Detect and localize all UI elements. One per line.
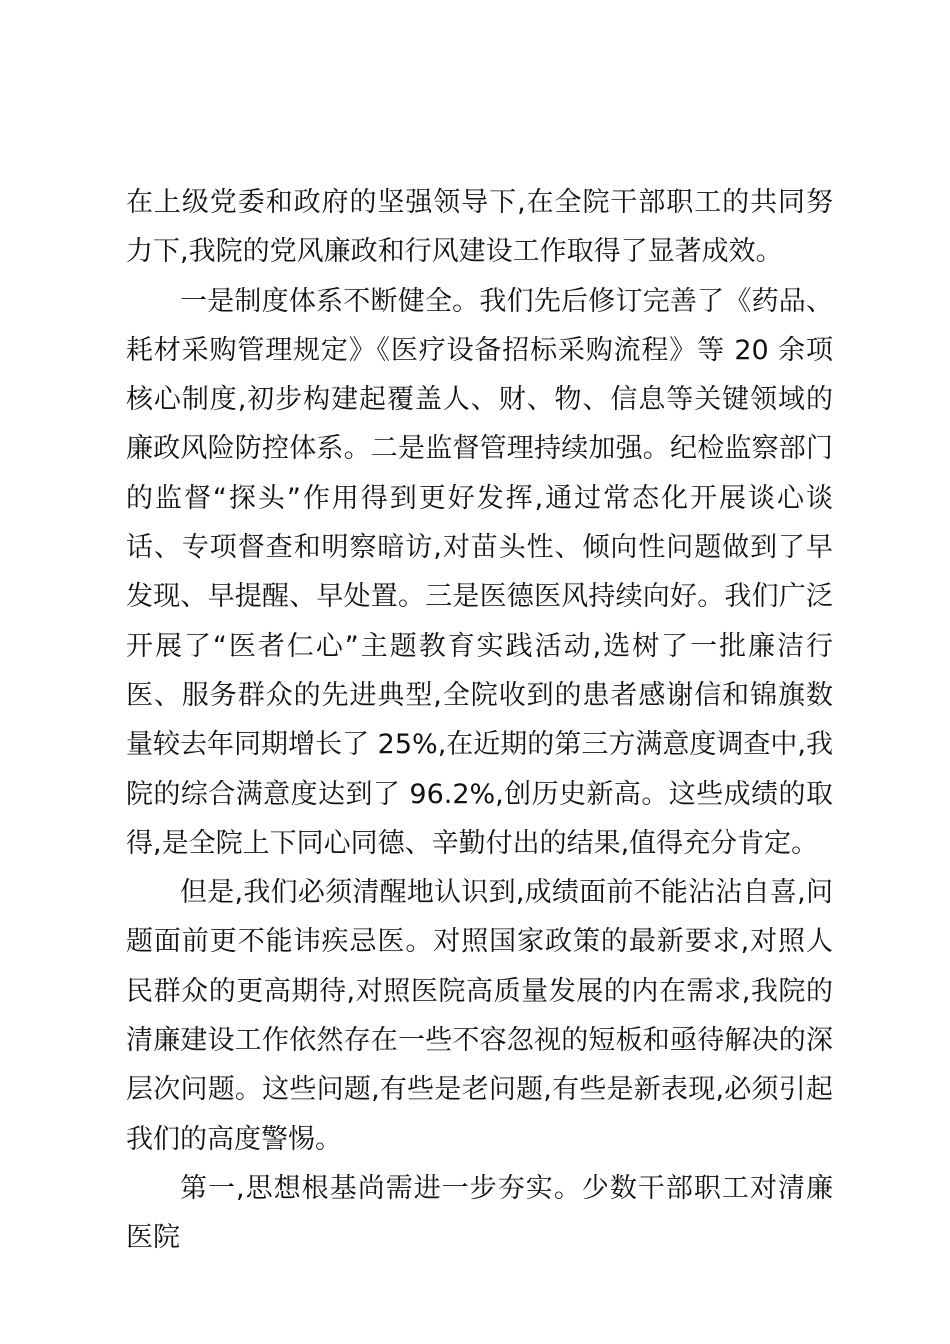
paragraph-achievements: 一是制度体系不断健全。我们先后修订完善了《药品、耗材采购管理规定》《医疗设备招标采购流程》等 20 余项核心制度,初步构建起覆盖人、财、物、信息等关键领域的廉政风险防控体系。二是监督管理持续加强。纪检监察部门的监督“探头”作用得到更好发挥,通过常态化开展谈心谈话、专项督查和明察暗访,对苗头性、倾向性问题做到了早发现、早提醒、早处置。三是医德医风持续向好。我们广泛开展了“医者仁心”主题教育实践活动,选树了一批廉洁行医、服务群众的先进典型,全院收到的患者感谢信和锦旗数量较去年同期增长了 25%,在近期的第三方满意度调查中,我院的综合满意度达到了 96.2%,创历史新高。这些成绩的取得,是全院上下同心同德、辛勤付出的结果,值得充分肯定。 xyxy=(126,285,833,859)
document-body xyxy=(126,178,833,1263)
paragraph-first-issue: 第一,思想根基尚需进一步夯实。少数干部职工对清廉医院 xyxy=(126,1172,833,1254)
paragraph-intro-continuation: 在上级党委和政府的坚强领导下,在全院干部职工的共同努力下,我院的党风廉政和行风建设工作取得了显著成效。 xyxy=(126,187,833,268)
paragraph-problems: 但是,我们必须清醒地认识到,成绩面前不能沾沾自喜,问题面前更不能讳疾忌医。对照国家政策的最新要求,对照人民群众的更高期待,对照医院高质量发展的内在需求,我院的清廉建设工作依然存在一些不容忽视的短板和亟待解决的深层次问题。这些问题,有些是老问题,有些是新表现,必须引起我们的高度警惕。 xyxy=(126,877,833,1155)
